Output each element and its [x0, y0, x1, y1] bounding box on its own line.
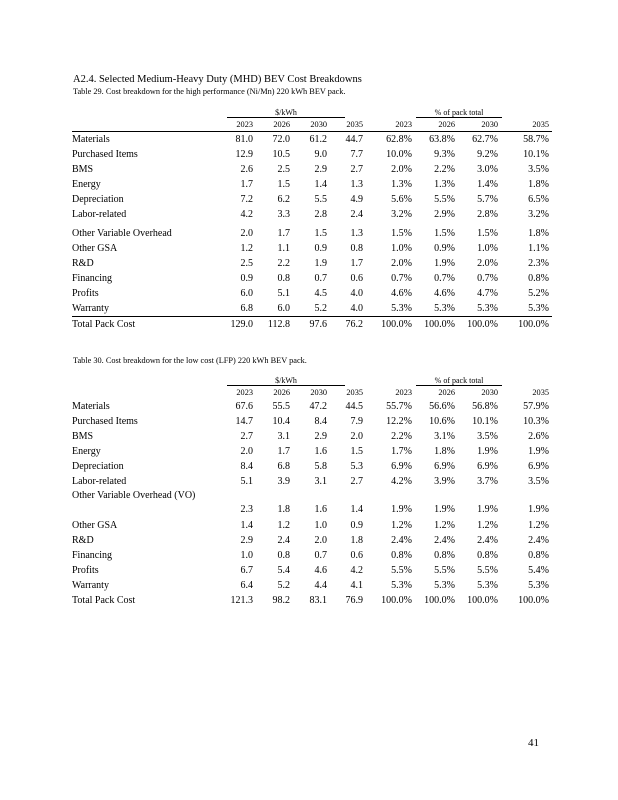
table29-group-kwh: $/kWh — [206, 107, 366, 118]
cell-value: 4.2% — [391, 476, 412, 487]
cell-value: 1.8 — [350, 535, 363, 546]
cell-value: 7.9 — [350, 416, 363, 427]
cell-value: 3.1% — [434, 431, 455, 442]
cell-value: 2.7 — [350, 164, 363, 176]
table29-year-header: 2035 — [330, 118, 366, 132]
cell-value: 1.5% — [391, 227, 412, 239]
cell-value: 1.9% — [477, 504, 498, 515]
row-label: Other GSA — [72, 520, 118, 531]
cell-value: 1.4 — [240, 520, 253, 531]
cell-value: 4.1 — [350, 580, 363, 591]
cell-value: 0.7% — [477, 272, 498, 284]
cell-value: 4.2 — [240, 209, 253, 221]
table30-year-header: 2035 — [532, 388, 549, 397]
table-row — [72, 399, 552, 414]
table-row — [72, 132, 552, 148]
cell-value: 3.2% — [391, 209, 412, 221]
row-label: Warranty — [72, 580, 109, 591]
cell-value: 5.2 — [277, 580, 290, 591]
cell-value: 0.7 — [314, 550, 327, 561]
cell-value: 1.7 — [240, 179, 253, 191]
cell-value: 56.8% — [472, 401, 498, 412]
cell-value: 2.4% — [434, 535, 455, 546]
cell-value: 129.0 — [206, 317, 256, 333]
cell-value: 1.9% — [528, 446, 549, 457]
cell-value: 2.0% — [477, 257, 498, 269]
table29-year-header: 2023 — [366, 118, 415, 132]
table29-year-header: 2030 — [458, 118, 501, 132]
row-label: Profits — [72, 565, 99, 576]
cell-value: 0.8 — [277, 272, 290, 284]
table29-cost-breakdown — [72, 107, 552, 332]
cell-value: 55.5 — [272, 401, 290, 412]
cell-value: 1.7 — [277, 227, 290, 239]
row-label: R&D — [72, 257, 94, 269]
cell-value: 3.9 — [277, 476, 290, 487]
cell-value: 6.2 — [277, 194, 290, 206]
row-label: Labor-related — [72, 476, 127, 487]
table-row — [72, 192, 552, 207]
cell-value: 98.2 — [272, 595, 290, 606]
cell-value: 5.3% — [434, 580, 455, 591]
cell-value: 5.6% — [391, 194, 412, 206]
cell-value: 5.2% — [528, 287, 549, 299]
cell-value: 5.2 — [314, 303, 327, 315]
cell-value: 76.2 — [330, 317, 366, 333]
cell-value: 100.0% — [381, 595, 412, 606]
row-label: Purchased Items — [72, 149, 138, 161]
cell-value: 2.4 — [350, 209, 363, 221]
cell-value: 1.5% — [434, 227, 455, 239]
table-row — [72, 286, 552, 301]
cell-value: 44.5 — [345, 401, 363, 412]
cell-value: 1.8% — [434, 446, 455, 457]
cell-value: 3.5% — [477, 431, 498, 442]
cell-value: 2.6% — [528, 431, 549, 442]
cell-value: 1.2% — [477, 520, 498, 531]
cell-value: 9.2% — [477, 149, 498, 161]
cell-value: 10.6% — [429, 416, 455, 427]
cell-value: 10.0% — [386, 149, 412, 161]
cell-value: 1.9% — [528, 504, 549, 515]
cell-value: 1.2 — [240, 242, 253, 254]
cell-value: 6.5% — [528, 194, 549, 206]
row-label: Purchased Items — [72, 416, 138, 427]
cell-value: 55.7% — [386, 401, 412, 412]
table30-year-header: 2030 — [310, 388, 327, 397]
cell-value: 1.5 — [277, 179, 290, 191]
cell-value: 5.5% — [391, 565, 412, 576]
cell-value: 44.7 — [345, 134, 363, 145]
table30-year-header: 2026 — [273, 388, 290, 397]
table-row — [72, 414, 552, 429]
cell-value: 1.9% — [434, 504, 455, 515]
section-title: A2.4. Selected Medium-Heavy Duty (MHD) BEV Cost Breakdowns — [73, 74, 362, 85]
cell-value: 1.2% — [434, 520, 455, 531]
row-label: R&D — [72, 535, 94, 546]
cell-value: 76.9 — [345, 595, 363, 606]
table30-year-header: 2030 — [481, 388, 498, 397]
cell-value: 14.7 — [235, 416, 253, 427]
cell-value: 6.9% — [434, 461, 455, 472]
cell-value: 5.3% — [528, 580, 549, 591]
cell-value: 67.6 — [235, 401, 253, 412]
cell-value: 2.6 — [240, 164, 253, 176]
cell-value: 0.8 — [350, 242, 363, 254]
cell-value: 1.0 — [314, 520, 327, 531]
cell-value: 1.9% — [477, 446, 498, 457]
cell-value: 4.6% — [434, 287, 455, 299]
cell-value: 3.2% — [528, 209, 549, 221]
cell-value: 0.9 — [314, 242, 327, 254]
cell-value: 4.9 — [350, 194, 363, 206]
cell-value: 1.1% — [528, 242, 549, 254]
cell-value: 0.7% — [391, 272, 412, 284]
cell-value: 72.0 — [272, 134, 290, 145]
cell-value: 5.3% — [434, 303, 455, 315]
cell-value: 1.6 — [314, 504, 327, 515]
cell-value: 62.8% — [386, 134, 412, 145]
cell-value: 0.8% — [477, 550, 498, 561]
cell-value: 83.1 — [309, 595, 327, 606]
cell-value: 2.9 — [314, 164, 327, 176]
table-row — [72, 241, 552, 256]
cell-value: 62.7% — [472, 134, 498, 145]
cell-value: 2.2% — [391, 431, 412, 442]
row-label: Financing — [72, 550, 112, 561]
table-row — [72, 223, 552, 241]
row-label: Labor-related — [72, 209, 127, 221]
cell-value: 2.0% — [391, 164, 412, 176]
cell-value: 4.7% — [477, 287, 498, 299]
row-label: Materials — [72, 134, 110, 145]
cell-value: 4.5 — [314, 287, 327, 299]
cell-value: 2.4% — [528, 535, 549, 546]
cell-value: 2.4% — [391, 535, 412, 546]
cell-value: 1.7 — [350, 257, 363, 269]
cell-value: 2.0 — [314, 535, 327, 546]
table-row — [72, 256, 552, 271]
cell-value: 2.9 — [314, 431, 327, 442]
cell-value: 100.0% — [467, 595, 498, 606]
row-label: Warranty — [72, 303, 109, 315]
cell-value: 8.4 — [240, 461, 253, 472]
cell-value: 2.4 — [277, 535, 290, 546]
cell-value: 5.5 — [314, 194, 327, 206]
table29-group-pct: % of pack total — [366, 107, 552, 118]
cell-value: 5.1 — [240, 476, 253, 487]
cell-value: 1.1 — [277, 242, 290, 254]
cell-value: 5.5% — [434, 194, 455, 206]
cell-value: 1.8% — [528, 179, 549, 191]
row-label: Energy — [72, 446, 101, 457]
table-row — [72, 593, 552, 608]
row-label: Depreciation — [72, 194, 124, 206]
cell-value: 6.4 — [240, 580, 253, 591]
table29-caption: Table 29. Cost breakdown for the high performance (Ni/Mn) 220 kWh BEV pack. — [73, 87, 346, 96]
cell-value: 1.7% — [391, 446, 412, 457]
cell-value: 9.0 — [314, 149, 327, 161]
cell-value: 1.0 — [240, 550, 253, 561]
cell-value: 4.2 — [350, 565, 363, 576]
cell-value: 58.7% — [523, 134, 549, 145]
cell-value: 0.8% — [434, 550, 455, 561]
cell-value: 10.5 — [272, 149, 290, 161]
cell-value: 1.5 — [314, 227, 327, 239]
cell-value: 2.0% — [391, 257, 412, 269]
cell-value: 5.3% — [477, 580, 498, 591]
table29-year-header: 2026 — [415, 118, 458, 132]
row-label: Total Pack Cost — [72, 595, 136, 606]
cell-value: 1.6 — [314, 446, 327, 457]
cell-value: 2.9 — [240, 535, 253, 546]
cell-value: 2.8% — [477, 209, 498, 221]
cell-value: 2.5 — [240, 257, 253, 269]
cell-value: 5.3 — [350, 461, 363, 472]
cell-value: 2.9% — [434, 209, 455, 221]
cell-value: 5.8 — [314, 461, 327, 472]
table30-cost-breakdown — [72, 375, 552, 608]
table-row — [72, 548, 552, 563]
cell-value: 3.1 — [277, 431, 290, 442]
cell-value: 3.5% — [528, 476, 549, 487]
row-label: Total Pack Cost — [72, 317, 206, 333]
cell-value: 0.6 — [350, 550, 363, 561]
cell-value: 5.5% — [477, 565, 498, 576]
table-row — [72, 474, 552, 489]
cell-value: 6.8 — [277, 461, 290, 472]
table-row — [72, 177, 552, 192]
cell-value: 3.1 — [314, 476, 327, 487]
table30-year-header: 2035 — [346, 388, 363, 397]
cell-value: 7.7 — [350, 149, 363, 161]
cell-value: 3.3 — [277, 209, 290, 221]
cell-value: 3.5% — [528, 164, 549, 176]
cell-value: 1.4 — [350, 504, 363, 515]
cell-value: 5.4% — [528, 565, 549, 576]
cell-value: 1.9% — [391, 504, 412, 515]
table-row — [72, 162, 552, 177]
cell-value: 63.8% — [429, 134, 455, 145]
cell-value: 2.4% — [477, 535, 498, 546]
cell-value: 2.7 — [350, 476, 363, 487]
cell-value: 0.7% — [434, 272, 455, 284]
cell-value: 1.8 — [277, 504, 290, 515]
table-row — [72, 518, 552, 533]
cell-value: 12.9 — [235, 149, 253, 161]
cell-value: 0.9% — [434, 242, 455, 254]
cell-value: 1.5 — [350, 446, 363, 457]
row-label: Depreciation — [72, 461, 124, 472]
cell-value: 100.0% — [424, 595, 455, 606]
table-row — [72, 489, 552, 518]
cell-value: 6.9% — [477, 461, 498, 472]
cell-value: 1.7 — [277, 446, 290, 457]
cell-value: 2.0 — [350, 431, 363, 442]
table-row — [72, 301, 552, 317]
cell-value: 1.5% — [477, 227, 498, 239]
cell-value: 5.3% — [391, 580, 412, 591]
cell-value: 2.3 — [240, 504, 253, 515]
cell-value: 2.0 — [240, 227, 253, 239]
table29-year-header: 2026 — [256, 118, 293, 132]
cell-value: 112.8 — [256, 317, 293, 333]
cell-value: 47.2 — [309, 401, 327, 412]
row-label: Energy — [72, 179, 101, 191]
cell-value: 0.6 — [350, 272, 363, 284]
table-row — [72, 207, 552, 222]
cell-value: 1.4% — [477, 179, 498, 191]
cell-value: 0.9 — [240, 272, 253, 284]
cell-value: 1.2% — [528, 520, 549, 531]
table-row — [72, 563, 552, 578]
cell-value: 3.7% — [477, 476, 498, 487]
cell-value: 0.9 — [350, 520, 363, 531]
cell-value: 1.9 — [314, 257, 327, 269]
cell-value: 2.2% — [434, 164, 455, 176]
cell-value: 5.3% — [528, 303, 549, 315]
cell-value: 1.3 — [350, 179, 363, 191]
cell-value: 4.0 — [350, 287, 363, 299]
cell-value: 3.0% — [477, 164, 498, 176]
cell-value: 1.2% — [391, 520, 412, 531]
cell-value: 1.9% — [434, 257, 455, 269]
row-label: Other Variable Overhead (VO) — [72, 490, 196, 501]
cell-value: 1.8% — [528, 227, 549, 239]
cell-value: 2.0 — [240, 446, 253, 457]
cell-value: 100.0% — [458, 317, 501, 333]
cell-value: 6.0 — [277, 303, 290, 315]
cell-value: 81.0 — [235, 134, 253, 145]
row-label: Other Variable Overhead — [72, 227, 172, 239]
cell-value: 1.3% — [434, 179, 455, 191]
table-row — [72, 533, 552, 548]
table30-year-header: 2023 — [236, 388, 253, 397]
cell-value: 7.2 — [240, 194, 253, 206]
table30-year-header: 2026 — [438, 388, 455, 397]
row-label: Other GSA — [72, 242, 118, 254]
table30-caption: Table 30. Cost breakdown for the low cost (LFP) 220 kWh BEV pack. — [73, 356, 307, 365]
cell-value: 1.2 — [277, 520, 290, 531]
row-label: BMS — [72, 164, 94, 176]
cell-value: 6.9% — [391, 461, 412, 472]
cell-value: 5.4 — [277, 565, 290, 576]
cell-value: 56.6% — [429, 401, 455, 412]
cell-value: 6.9% — [528, 461, 549, 472]
cell-value: 100.0% — [501, 317, 552, 333]
table-row — [72, 271, 552, 286]
table-row — [72, 459, 552, 474]
cell-value: 5.1 — [277, 287, 290, 299]
table29-year-header: 2023 — [206, 118, 256, 132]
cell-value: 0.8% — [528, 272, 549, 284]
table-row — [72, 147, 552, 162]
cell-value: 2.8 — [314, 209, 327, 221]
cell-value: 0.7 — [314, 272, 327, 284]
cell-value: 6.0 — [240, 287, 253, 299]
table30-group-pct: % of pack total — [366, 375, 552, 386]
cell-value: 4.4 — [314, 580, 327, 591]
cell-value: 5.5% — [434, 565, 455, 576]
cell-value: 10.1% — [472, 416, 498, 427]
row-label: Profits — [72, 287, 99, 299]
cell-value: 1.4 — [314, 179, 327, 191]
table29-year-header: 2030 — [293, 118, 330, 132]
cell-value: 2.2 — [277, 257, 290, 269]
cell-value: 1.0% — [391, 242, 412, 254]
table-row — [72, 317, 552, 333]
cell-value: 0.8% — [528, 550, 549, 561]
cell-value: 0.8 — [277, 550, 290, 561]
cell-value: 0.8% — [391, 550, 412, 561]
cell-value: 9.3% — [434, 149, 455, 161]
cell-value: 6.7 — [240, 565, 253, 576]
table29-year-header: 2035 — [501, 118, 552, 132]
cell-value: 1.3 — [350, 227, 363, 239]
cell-value: 4.6% — [391, 287, 412, 299]
cell-value: 12.2% — [386, 416, 412, 427]
cell-value: 8.4 — [314, 416, 327, 427]
cell-value: 121.3 — [230, 595, 253, 606]
row-label: Financing — [72, 272, 112, 284]
cell-value: 5.3% — [477, 303, 498, 315]
cell-value: 4.0 — [350, 303, 363, 315]
cell-value: 2.3% — [528, 257, 549, 269]
row-label: Materials — [72, 401, 110, 412]
cell-value: 2.7 — [240, 431, 253, 442]
cell-value: 5.3% — [391, 303, 412, 315]
cell-value: 10.4 — [272, 416, 290, 427]
cell-value: 100.0% — [366, 317, 415, 333]
table-row — [72, 429, 552, 444]
cell-value: 4.6 — [314, 565, 327, 576]
cell-value: 2.5 — [277, 164, 290, 176]
cell-value: 3.9% — [434, 476, 455, 487]
row-label: BMS — [72, 431, 94, 442]
cell-value: 100.0% — [415, 317, 458, 333]
cell-value: 97.6 — [293, 317, 330, 333]
table-row — [72, 578, 552, 593]
cell-value: 5.7% — [477, 194, 498, 206]
cell-value: 1.3% — [391, 179, 412, 191]
cell-value: 100.0% — [518, 595, 549, 606]
table30-group-kwh: $/kWh — [206, 375, 366, 386]
table-row — [72, 444, 552, 459]
table30-year-header: 2023 — [395, 388, 412, 397]
cell-value: 1.0% — [477, 242, 498, 254]
cell-value: 10.3% — [523, 416, 549, 427]
cell-value: 6.8 — [240, 303, 253, 315]
cell-value: 10.1% — [523, 149, 549, 161]
cell-value: 57.9% — [523, 401, 549, 412]
cell-value: 61.2 — [309, 134, 327, 145]
page-number: 41 — [528, 737, 539, 749]
